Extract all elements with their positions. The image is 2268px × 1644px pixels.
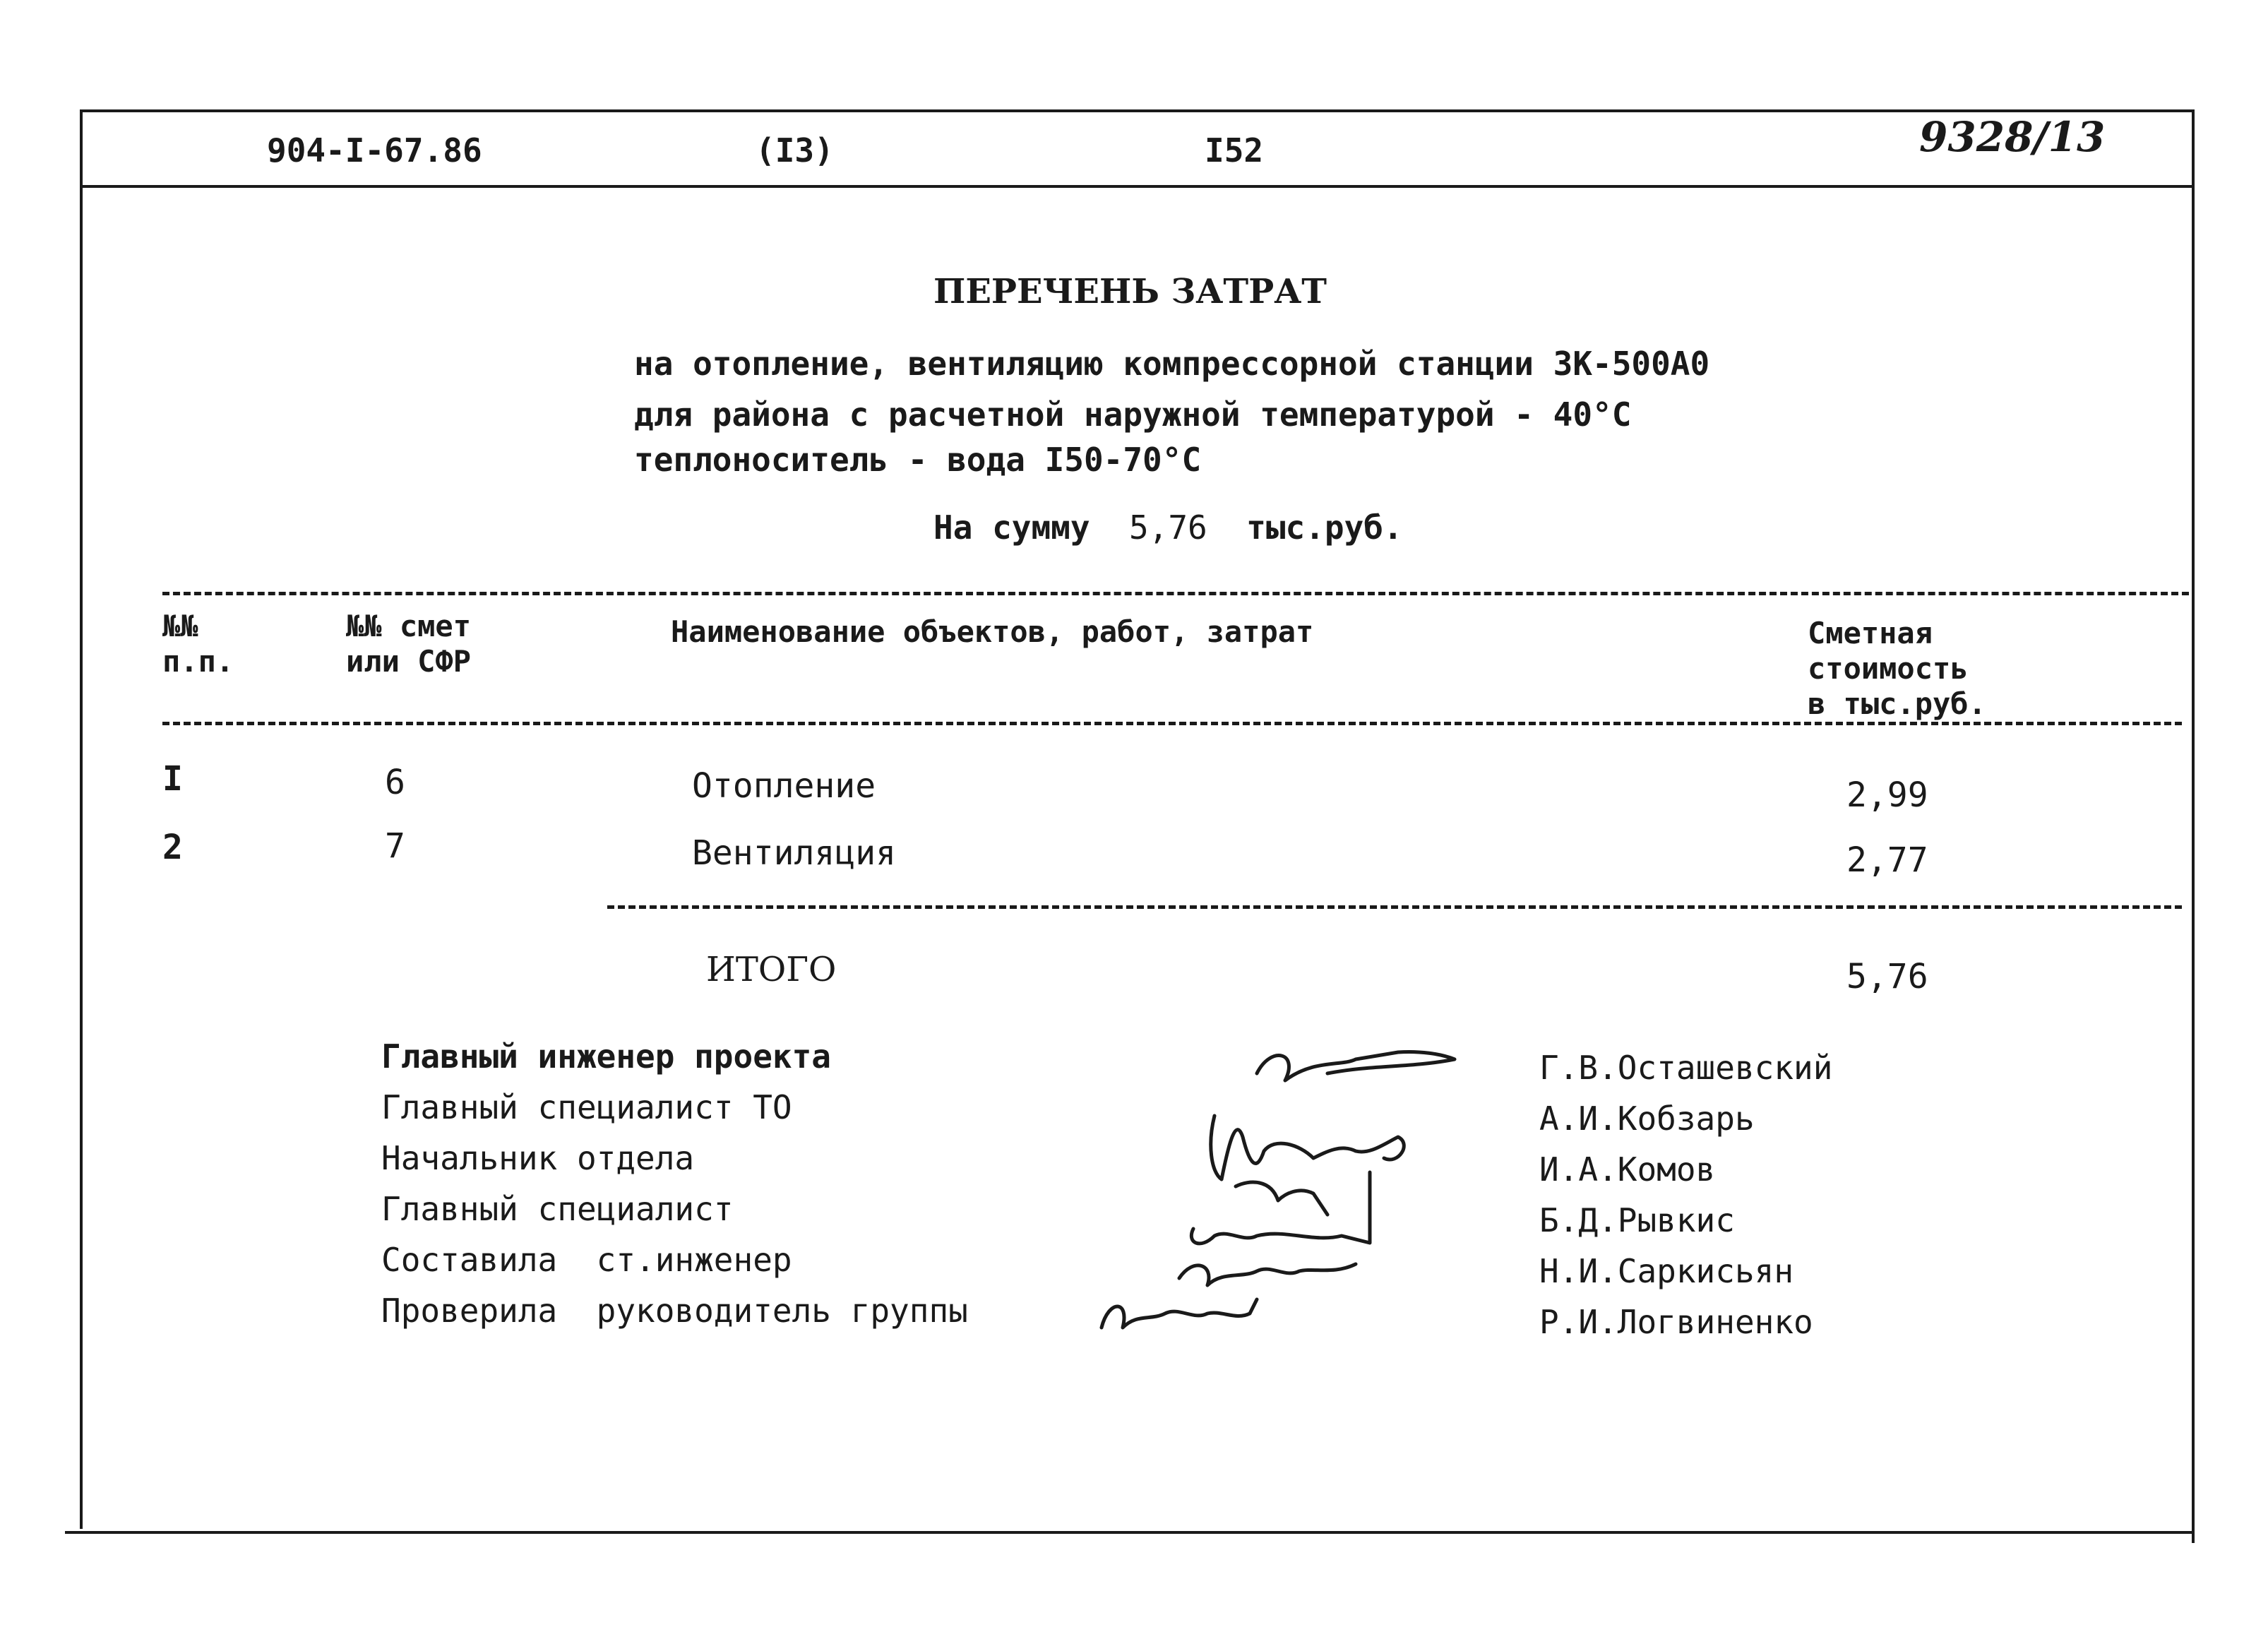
signatory-names <box>1539 1042 1832 1347</box>
position-2: Главный специалист ТО <box>381 1088 792 1126</box>
subtitle-line-1: на отопление, вентиляцию компрессорной станции ЗК-500А0 <box>634 345 1710 383</box>
col-header-estimate <box>346 609 471 679</box>
total-sum-unit: тыс.руб. <box>1246 508 1403 547</box>
position-6: Проверила руководитель группы <box>381 1292 968 1330</box>
table-top-rule <box>162 592 2189 595</box>
row-estimate: 7 <box>385 826 405 866</box>
frame-top-border <box>81 109 2194 112</box>
doc-code: 904-I-67.86 <box>267 131 482 169</box>
signatory-positions <box>381 1031 968 1336</box>
signature-6 <box>1102 1299 1257 1328</box>
signature-2 <box>1211 1116 1404 1179</box>
name-3: И.А.Комов <box>1539 1150 1716 1189</box>
frame-left-border <box>80 109 83 1529</box>
row-estimate: 6 <box>385 763 405 802</box>
name-5: Н.И.Саркисьян <box>1539 1252 1794 1290</box>
total-sum-label: На сумму <box>933 508 1090 547</box>
row-cost: 2,99 <box>1846 775 1928 815</box>
signature-3 <box>1236 1182 1327 1215</box>
col-header-name: Наименование объектов, работ, затрат <box>671 614 1314 649</box>
signature-5 <box>1179 1264 1356 1285</box>
row-num: I <box>162 759 183 799</box>
name-2: А.И.Кобзарь <box>1539 1100 1755 1138</box>
col-header-cost-line3: в тыс.руб. <box>1808 686 1986 721</box>
frame-bottom-border <box>65 1531 2194 1534</box>
col-header-estimate-line2: или СФР <box>346 644 472 679</box>
signature-4 <box>1191 1172 1370 1244</box>
col-header-estimate-line1: №№ смет <box>346 609 472 643</box>
position-4: Главный специалист <box>381 1190 734 1228</box>
table-total-rule <box>607 905 2182 909</box>
row-name: Вентиляция <box>692 833 896 873</box>
row-num: 2 <box>162 828 183 867</box>
frame-right-border <box>2192 109 2195 1543</box>
subtitle-line-2: для района с расчетной наружной температурой - 40°С <box>634 395 1632 434</box>
name-6: Р.И.Логвиненко <box>1539 1303 1813 1341</box>
total-sum-line <box>933 508 1403 547</box>
position-3: Начальник отдела <box>381 1139 695 1177</box>
col-header-cost <box>1808 616 1986 722</box>
name-1: Г.В.Осташевский <box>1539 1049 1833 1087</box>
total-value: 5,76 <box>1846 957 1928 996</box>
name-4: Б.Д.Рывкис <box>1539 1201 1735 1239</box>
position-1: Главный инженер проекта <box>381 1037 831 1076</box>
col-header-num-line1: №№ <box>162 609 198 643</box>
row-cost: 2,77 <box>1846 840 1928 880</box>
col-header-num-line2: п.п. <box>162 644 234 679</box>
subtitle-line-3: теплоноситель - вода I50-70°С <box>634 441 1202 479</box>
page-number: I52 <box>1205 131 1264 169</box>
page-title: ПЕРЕЧЕНЬ ЗАТРАТ <box>933 272 1327 311</box>
col-header-cost-line2: стоимость <box>1808 651 1969 686</box>
total-sum-value: 5,76 <box>1128 508 1207 547</box>
col-header-num <box>162 609 234 679</box>
table-header-rule <box>162 722 2182 725</box>
inventory-number: 9328/13 <box>1919 113 2106 161</box>
signatures-scribble <box>1087 1031 1483 1356</box>
total-label: ИТОГО <box>706 950 837 989</box>
col-header-cost-line1: Сметная <box>1808 616 1933 650</box>
signature-1 <box>1257 1052 1455 1080</box>
position-5: Составила ст.инженер <box>381 1241 792 1279</box>
part-number: (I3) <box>756 131 834 169</box>
row-name: Отопление <box>692 766 876 806</box>
header-divider <box>81 185 2194 188</box>
